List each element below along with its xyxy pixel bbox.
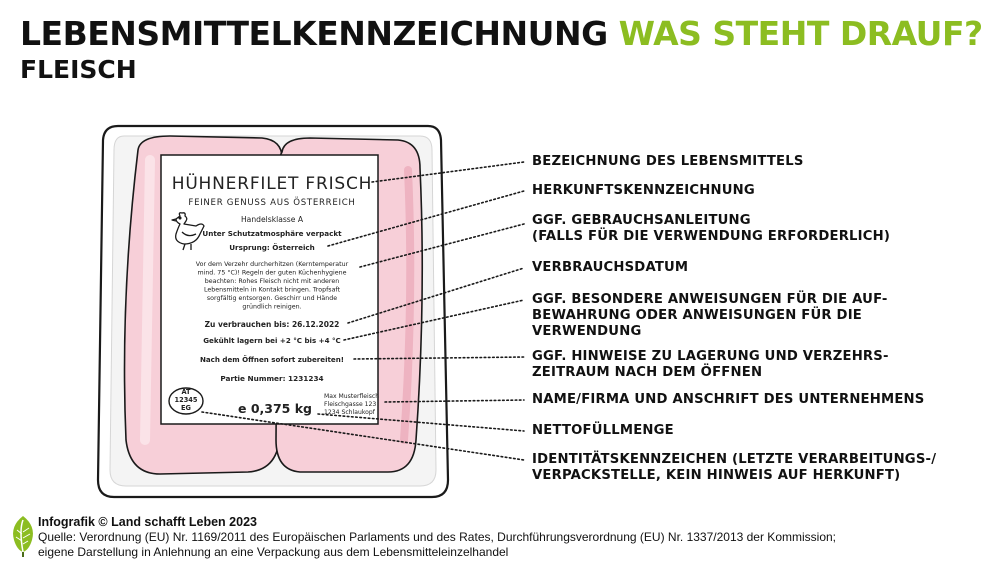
- page-subtitle: FLEISCH: [20, 55, 137, 84]
- id-mark-line-1: AT: [181, 388, 191, 396]
- callout-label-storage: GGF. BESONDERE ANWEISUNGEN FÜR DIE AUF- BEWAHRUNG ODER ANWEISUNGEN FÜR DIE VERWENDUNG: [532, 292, 888, 339]
- callout-label-instructions: GGF. GEBRAUCHSANLEITUNG (FALLS FÜR DIE VERWENDUNG ERFORDERLICH): [532, 213, 891, 244]
- id-mark-line-2: 12345: [174, 396, 198, 404]
- label-instructions-line-6: gründlich reinigen.: [242, 303, 302, 311]
- label-tagline: FEINER GENUSS AUS ÖSTERREICH: [188, 198, 356, 208]
- label-use-by: Zu verbrauchen bis: 26.12.2022: [204, 320, 340, 329]
- callout-label-use-by: VERBRAUCHSDATUM: [532, 260, 689, 275]
- callout-label-after-opening: GGF. HINWEISE ZU LAGERUNG UND VERZEHRS- ZEITRAUM NACH DEM ÖFFNEN: [532, 349, 889, 380]
- label-product-name: HÜHNERFILET FRISCH: [171, 174, 373, 194]
- callout-label-identity-mark: IDENTITÄTSKENNZEICHEN (LETZTE VERARBEITUNGS-/ VERPACKSTELLE, KEIN HINWEIS AUF HERKUNFT): [532, 452, 937, 483]
- label-instructions-line-3: beachten: Rohes Fleisch nicht mit anderen: [204, 278, 340, 285]
- callout-label-company: NAME/FIRMA UND ANSCHRIFT DES UNTERNEHMENS: [532, 392, 925, 407]
- label-storage: Gekühlt lagern bei +2 °C bis +4 °C: [203, 336, 341, 345]
- label-address-line-1: Max Musterfleisch: [324, 393, 380, 400]
- label-packaging: Unter Schutzatmosphäre verpackt: [202, 229, 342, 238]
- label-class: Handelsklasse A: [240, 215, 304, 224]
- id-mark-line-3: EG: [181, 404, 191, 412]
- footer: [38, 515, 836, 559]
- label-net-quantity: e 0,375 kg: [238, 401, 312, 416]
- label-instructions-line-2: mind. 75 °C)! Regeln der guten Küchenhygiene: [197, 269, 347, 277]
- footer-credit: Infografik © Land schafft Leben 2023: [38, 515, 257, 529]
- label-batch: Partie Nummer: 1231234: [220, 374, 324, 383]
- label-origin: Ursprung: Österreich: [229, 243, 315, 252]
- callout-label-net-quantity: NETTOFÜLLMENGE: [532, 423, 674, 438]
- title-accent: WAS STEHT DRAUF?: [618, 14, 983, 53]
- label-after-opening: Nach dem Öffnen sofort zubereiten!: [199, 355, 345, 364]
- label-instructions-line-4: Lebensmitteln in Kontakt bringen. Tropfsaft: [203, 286, 341, 294]
- footer-source: Quelle: Verordnung (EU) Nr. 1169/2011 des Europäischen Parlaments und des Rates, Durchführungsverordnung (EU) Nr. 1337/2013 der Kommission; eigene Darstellung in Anlehnung an eine Verpackung aus dem Lebensmitteleinzelhandel: [38, 530, 836, 559]
- label-instructions-line-5: sorgfältig entsorgen. Geschirr und Hände: [206, 295, 338, 302]
- label-instructions-line-1: Vor dem Verzehr durcherhitzen (Kerntemperatur: [195, 261, 349, 268]
- callout-label-origin: HERKUNFTSKENNZEICHNUNG: [532, 183, 755, 198]
- label-address-line-2: Fleischgasse 123: [324, 401, 377, 408]
- title-main: LEBENSMITTELKENNZEICHNUNG: [20, 14, 608, 53]
- label-address-line-3: 1234 Schlaukopf: [324, 409, 375, 416]
- land-schafft-leben-logo: [10, 514, 36, 558]
- callout-label-product-name: BEZEICHNUNG DES LEBENSMITTELS: [532, 154, 804, 169]
